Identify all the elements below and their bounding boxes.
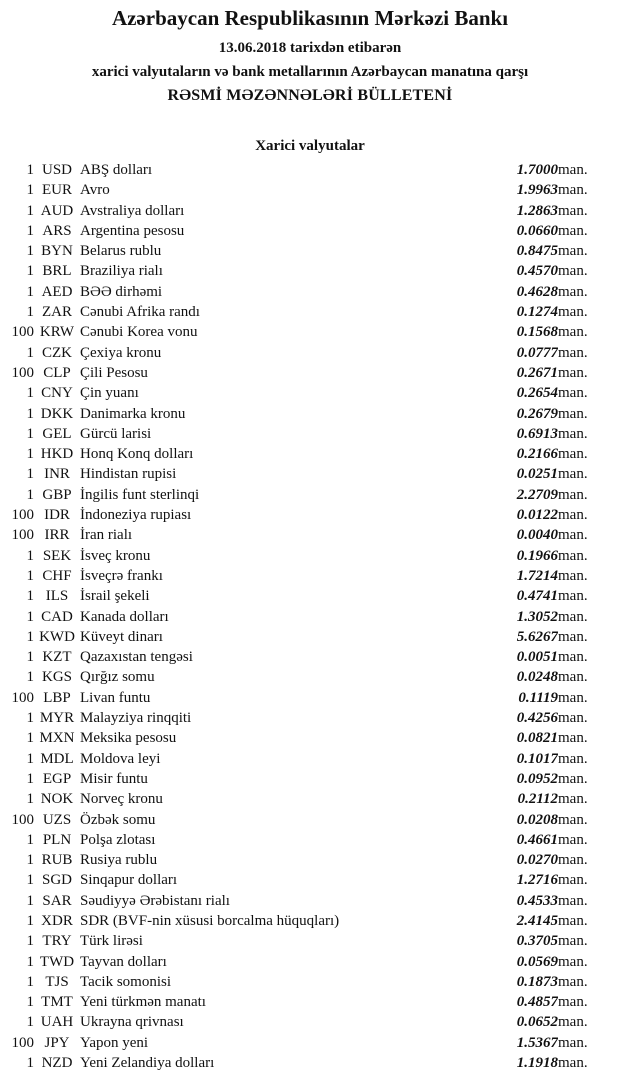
rate-value-cell: 0.3705: [516, 933, 558, 950]
table-row: [8, 972, 600, 992]
currency-name-cell: İsveçrə frankı: [80, 567, 163, 584]
exchange-rates-table-body: [8, 160, 600, 1073]
rate-value-cell: 0.4533: [516, 892, 558, 909]
quantity-cell: 1: [26, 466, 34, 483]
currency-code-cell: AED: [41, 283, 73, 300]
currency-name-cell: İran rialı: [80, 527, 133, 544]
unit-label-cell: man.: [558, 791, 588, 808]
table-row: [8, 444, 600, 464]
currency-name-cell: BƏƏ dirhəmi: [80, 283, 163, 300]
rate-value-cell: 1.3052: [516, 608, 558, 625]
unit-label-cell: man.: [558, 446, 588, 463]
quantity-cell: 1: [26, 162, 34, 178]
table-row: [8, 201, 600, 221]
table-row: [8, 363, 600, 383]
currency-code-cell: GEL: [42, 425, 72, 442]
currency-code-cell: IRR: [44, 527, 70, 544]
quantity-cell: 100: [11, 527, 34, 544]
currency-name-cell: İngilis funt sterlinqi: [80, 486, 200, 503]
table-row: [8, 525, 600, 545]
unit-label-cell: man.: [558, 466, 588, 483]
currency-code-cell: TJS: [45, 973, 69, 990]
quantity-cell: 1: [26, 669, 34, 686]
currency-name-cell: Avstraliya dolları: [80, 202, 185, 219]
rate-value-cell: 1.7000: [516, 162, 558, 178]
quantity-cell: 1: [26, 791, 34, 808]
rate-value-cell: 0.1017: [516, 750, 558, 767]
quantity-cell: 1: [26, 283, 34, 300]
table-row: [8, 160, 600, 180]
currency-code-cell: RUB: [41, 852, 73, 869]
currency-code-cell: DKK: [40, 405, 74, 422]
rate-value-cell: 2.2709: [516, 486, 558, 503]
quantity-cell: 1: [26, 628, 34, 645]
quantity-cell: 1: [26, 649, 34, 666]
rate-value-cell: 0.4741: [516, 588, 558, 605]
currency-code-cell: SEK: [42, 547, 72, 564]
quantity-cell: 1: [26, 263, 34, 280]
unit-label-cell: man.: [558, 588, 588, 605]
currency-name-cell: İsveç kronu: [80, 547, 151, 564]
table-row: [8, 1012, 600, 1032]
currency-code-cell: NZD: [41, 1055, 73, 1072]
unit-label-cell: man.: [558, 486, 588, 503]
currency-code-cell: BRL: [42, 263, 72, 280]
currency-name-cell: Yeni Zelandiya dolları: [80, 1055, 215, 1072]
currency-name-cell: Argentina pesosu: [80, 222, 185, 239]
table-row: [8, 850, 600, 870]
rate-value-cell: 0.0952: [516, 770, 558, 787]
quantity-cell: 1: [26, 831, 34, 848]
currency-code-cell: EUR: [42, 182, 72, 199]
table-row: [8, 870, 600, 890]
currency-code-cell: SAR: [42, 892, 72, 909]
currency-name-cell: Ukrayna qrivnası: [80, 1014, 184, 1031]
quantity-cell: 1: [26, 486, 34, 503]
unit-label-cell: man.: [558, 1014, 588, 1031]
currency-name-cell: Avro: [80, 182, 110, 199]
currency-code-cell: UZS: [42, 811, 72, 828]
currency-code-cell: TRY: [42, 933, 72, 950]
rate-value-cell: 0.4628: [516, 283, 558, 300]
quantity-cell: 100: [11, 811, 34, 828]
currency-code-cell: KRW: [39, 324, 75, 341]
quantity-cell: 1: [26, 912, 34, 929]
quantity-cell: 1: [26, 1055, 34, 1072]
rate-value-cell: 2.4145: [516, 912, 558, 929]
table-row: [8, 546, 600, 566]
table-row: [8, 302, 600, 322]
rate-value-cell: 0.0251: [516, 466, 558, 483]
currency-code-cell: TMT: [41, 994, 73, 1011]
table-row: [8, 688, 600, 708]
table-row: [8, 586, 600, 606]
unit-label-cell: man.: [558, 182, 588, 199]
currency-code-cell: UAH: [40, 1014, 74, 1031]
currency-name-cell: Yapon yeni: [80, 1034, 149, 1051]
table-row: [8, 1053, 600, 1073]
currency-code-cell: ARS: [42, 222, 72, 239]
table-row: [8, 464, 600, 484]
currency-name-cell: İsrail şekeli: [80, 588, 150, 605]
currency-code-cell: IDR: [44, 507, 70, 524]
table-row: [8, 891, 600, 911]
unit-label-cell: man.: [558, 527, 588, 544]
bulletin-subtitle: xarici valyutaların və bank metallarının Azərbaycan manatına qarşı: [91, 64, 529, 80]
quantity-cell: 1: [26, 710, 34, 727]
currency-name-cell: Cənubi Afrika randı: [80, 304, 200, 321]
currency-code-cell: KWD: [39, 628, 75, 645]
quantity-cell: 1: [26, 304, 34, 321]
unit-label-cell: man.: [558, 770, 588, 787]
table-row: [8, 952, 600, 972]
unit-label-cell: man.: [558, 628, 588, 645]
quantity-cell: 1: [26, 222, 34, 239]
rate-value-cell: 0.4256: [516, 710, 558, 727]
table-row: [8, 647, 600, 667]
rate-value-cell: 0.2654: [516, 385, 558, 402]
quantity-cell: 1: [26, 547, 34, 564]
rate-value-cell: 0.0270: [516, 852, 558, 869]
table-row: [8, 180, 600, 200]
unit-label-cell: man.: [558, 425, 588, 442]
currency-name-cell: Tacik somonisi: [80, 973, 172, 990]
currency-code-cell: GBP: [42, 486, 72, 503]
currency-code-cell: NOK: [40, 791, 74, 808]
quantity-cell: 100: [11, 1034, 34, 1051]
table-row: [8, 322, 600, 342]
rate-value-cell: 0.0821: [516, 730, 558, 747]
currency-name-cell: Braziliya rialı: [80, 263, 163, 280]
currency-code-cell: JPY: [44, 1034, 70, 1051]
rate-value-cell: 0.1274: [516, 304, 558, 321]
table-row: [8, 505, 600, 525]
currency-code-cell: SGD: [41, 872, 72, 889]
rate-value-cell: 0.1873: [516, 973, 558, 990]
rate-value-cell: 0.4857: [516, 994, 558, 1011]
currency-name-cell: ABŞ dolları: [80, 162, 153, 178]
quantity-cell: 1: [26, 770, 34, 787]
table-row: [8, 627, 600, 647]
currency-code-cell: TWD: [39, 953, 75, 970]
quantity-cell: 1: [26, 750, 34, 767]
currency-code-cell: USD: [41, 162, 72, 178]
currency-code-cell: CAD: [41, 608, 73, 625]
rate-value-cell: 1.1918: [516, 1055, 558, 1072]
unit-label-cell: man.: [558, 263, 588, 280]
table-row: [8, 241, 600, 261]
table-row: [8, 221, 600, 241]
unit-label-cell: man.: [558, 689, 588, 706]
bulletin-title: RƏSMİ MƏZƏNNƏLƏRİ BÜLLETENİ: [167, 87, 453, 104]
quantity-cell: 1: [26, 182, 34, 199]
rate-value-cell: 0.2166: [516, 446, 558, 463]
currency-name-cell: Danimarka kronu: [80, 405, 186, 422]
currency-name-cell: SDR (BVF-nin xüsusi borcalma hüquqları): [80, 912, 340, 929]
currency-name-cell: Polşa zlotası: [80, 831, 156, 848]
rate-value-cell: 5.6267: [516, 628, 558, 645]
quantity-cell: 100: [11, 324, 34, 341]
unit-label-cell: man.: [558, 364, 588, 381]
unit-label-cell: man.: [558, 973, 588, 990]
quantity-cell: 1: [26, 933, 34, 950]
unit-label-cell: man.: [558, 324, 588, 341]
unit-label-cell: man.: [558, 750, 588, 767]
rate-value-cell: 1.7214: [516, 567, 558, 584]
rate-value-cell: 0.0040: [516, 527, 558, 544]
currency-code-cell: BYN: [41, 243, 73, 260]
quantity-cell: 1: [26, 852, 34, 869]
table-row: [8, 769, 600, 789]
unit-label-cell: man.: [558, 405, 588, 422]
unit-label-cell: man.: [558, 547, 588, 564]
rate-value-cell: 0.4570: [516, 263, 558, 280]
currency-name-cell: Meksika pesosu: [80, 730, 177, 747]
table-row: [8, 749, 600, 769]
currency-name-cell: Səudiyyə Ərəbistanı rialı: [80, 892, 230, 909]
unit-label-cell: man.: [558, 933, 588, 950]
quantity-cell: 100: [11, 689, 34, 706]
table-row: [8, 992, 600, 1012]
rate-value-cell: 0.2679: [516, 405, 558, 422]
exchange-rates-table: [8, 160, 600, 1073]
currency-name-cell: Qazaxıstan tengəsi: [80, 649, 193, 666]
rate-value-cell: 0.0777: [516, 344, 558, 361]
currency-name-cell: Küveyt dinarı: [80, 628, 163, 645]
currency-code-cell: KZT: [42, 649, 72, 666]
unit-label-cell: man.: [558, 304, 588, 321]
currency-code-cell: KGS: [41, 669, 72, 686]
currency-code-cell: CLP: [43, 364, 71, 381]
table-row: [8, 343, 600, 363]
rate-value-cell: 0.8475: [516, 243, 558, 260]
rate-value-cell: 0.0248: [516, 669, 558, 686]
table-row: [8, 282, 600, 302]
unit-label-cell: man.: [558, 852, 588, 869]
quantity-cell: 1: [26, 1014, 34, 1031]
quantity-cell: 1: [26, 953, 34, 970]
table-row: [8, 404, 600, 424]
currency-code-cell: ZAR: [42, 304, 72, 321]
unit-label-cell: man.: [558, 567, 588, 584]
rate-value-cell: 0.0122: [516, 507, 558, 524]
unit-label-cell: man.: [558, 730, 588, 747]
unit-label-cell: man.: [558, 912, 588, 929]
currency-name-cell: Çili Pesosu: [80, 364, 148, 381]
rate-value-cell: 0.0569: [516, 953, 558, 970]
unit-label-cell: man.: [558, 669, 588, 686]
currency-code-cell: HKD: [40, 446, 74, 463]
rate-value-cell: 0.0051: [516, 649, 558, 666]
currency-name-cell: Yeni türkmən manatı: [80, 994, 206, 1011]
currency-code-cell: CZK: [42, 344, 72, 361]
unit-label-cell: man.: [558, 507, 588, 524]
unit-label-cell: man.: [558, 892, 588, 909]
currency-code-cell: MYR: [39, 710, 75, 727]
currency-name-cell: Moldova leyi: [80, 750, 161, 767]
rate-value-cell: 0.0208: [516, 811, 558, 828]
quantity-cell: 1: [26, 344, 34, 361]
currency-code-cell: LBP: [43, 689, 71, 706]
table-row: [8, 485, 600, 505]
quantity-cell: 100: [11, 364, 34, 381]
unit-label-cell: man.: [558, 649, 588, 666]
unit-label-cell: man.: [558, 222, 588, 239]
currency-name-cell: Sinqapur dolları: [80, 872, 178, 889]
table-row: [8, 830, 600, 850]
quantity-cell: 1: [26, 608, 34, 625]
currency-code-cell: AUD: [40, 202, 74, 219]
unit-label-cell: man.: [558, 344, 588, 361]
currency-name-cell: Hindistan rupisi: [80, 466, 177, 483]
currency-name-cell: Özbək somu: [80, 811, 156, 828]
unit-label-cell: man.: [558, 831, 588, 848]
currency-name-cell: Honq Konq dolları: [80, 446, 194, 463]
bulletin-header: [0, 6, 620, 106]
rate-value-cell: 1.2716: [516, 872, 558, 889]
unit-label-cell: man.: [558, 994, 588, 1011]
currency-name-cell: Norveç kronu: [80, 791, 163, 808]
unit-label-cell: man.: [558, 1034, 588, 1051]
table-row: [8, 728, 600, 748]
unit-label-cell: man.: [558, 872, 588, 889]
table-row: [8, 911, 600, 931]
quantity-cell: 1: [26, 994, 34, 1011]
unit-label-cell: man.: [558, 243, 588, 260]
quantity-cell: 1: [26, 446, 34, 463]
currency-code-cell: CNY: [41, 385, 73, 402]
currency-name-cell: Türk lirəsi: [80, 933, 143, 950]
rate-value-cell: 0.0652: [516, 1014, 558, 1031]
currency-name-cell: Malayziya rinqqiti: [80, 710, 192, 727]
quantity-cell: 1: [26, 202, 34, 219]
unit-label-cell: man.: [558, 283, 588, 300]
quantity-cell: 1: [26, 243, 34, 260]
table-row: [8, 261, 600, 281]
currency-name-cell: Livan funtu: [80, 689, 151, 706]
quantity-cell: 1: [26, 567, 34, 584]
quantity-cell: 1: [26, 588, 34, 605]
rate-value-cell: 0.4661: [516, 831, 558, 848]
currency-code-cell: ILS: [45, 588, 69, 605]
quantity-cell: 1: [26, 892, 34, 909]
currency-code-cell: MDL: [40, 750, 74, 767]
currency-name-cell: Çin yuanı: [80, 385, 139, 402]
currency-name-cell: Tayvan dolları: [80, 953, 167, 970]
rate-value-cell: 0.2112: [517, 791, 558, 808]
unit-label-cell: man.: [558, 811, 588, 828]
table-row: [8, 789, 600, 809]
effective-date-line: 13.06.2018 tarixdən etibarən: [218, 40, 402, 56]
table-row: [8, 424, 600, 444]
quantity-cell: 1: [26, 872, 34, 889]
currency-code-cell: INR: [44, 466, 70, 483]
table-row: [8, 667, 600, 687]
quantity-cell: 100: [11, 507, 34, 524]
currency-name-cell: İndoneziya rupiası: [80, 507, 192, 524]
table-row: [8, 810, 600, 830]
currency-code-cell: MXN: [39, 730, 75, 747]
currency-code-cell: XDR: [41, 912, 73, 929]
currency-code-cell: EGP: [42, 770, 72, 787]
unit-label-cell: man.: [558, 710, 588, 727]
currency-name-cell: Cənubi Korea vonu: [80, 324, 198, 341]
rate-value-cell: 0.1966: [516, 547, 558, 564]
unit-label-cell: man.: [558, 162, 588, 178]
rate-value-cell: 1.9963: [516, 182, 558, 199]
quantity-cell: 1: [26, 730, 34, 747]
currency-code-cell: PLN: [42, 831, 72, 848]
table-row: [8, 1033, 600, 1053]
table-row: [8, 566, 600, 586]
unit-label-cell: man.: [558, 385, 588, 402]
unit-label-cell: man.: [558, 953, 588, 970]
unit-label-cell: man.: [558, 202, 588, 219]
table-row: [8, 383, 600, 403]
rate-value-cell: 0.1568: [516, 324, 558, 341]
currency-code-cell: CHF: [42, 567, 72, 584]
section-title-foreign-currencies: Xarici valyutalar: [255, 138, 365, 154]
rate-value-cell: 1.5367: [516, 1034, 558, 1051]
currency-name-cell: Belarus rublu: [80, 243, 162, 260]
currency-name-cell: Çexiya kronu: [80, 344, 162, 361]
table-row: [8, 931, 600, 951]
page-title: Azərbaycan Respublikasının Mərkəzi Bankı: [111, 6, 509, 30]
currency-name-cell: Rusiya rublu: [80, 852, 158, 869]
table-row: [8, 708, 600, 728]
quantity-cell: 1: [26, 405, 34, 422]
unit-label-cell: man.: [558, 1055, 588, 1072]
currency-name-cell: Misir funtu: [80, 770, 148, 787]
currency-name-cell: Qırğız somu: [80, 669, 155, 686]
rate-value-cell: 0.0660: [516, 222, 558, 239]
rate-value-cell: 1.2863: [516, 202, 558, 219]
currency-name-cell: Gürcü larisi: [80, 425, 152, 442]
rate-value-cell: 0.6913: [516, 425, 558, 442]
table-row: [8, 607, 600, 627]
currency-name-cell: Kanada dolları: [80, 608, 169, 625]
quantity-cell: 1: [26, 425, 34, 442]
rate-value-cell: 0.2671: [516, 364, 558, 381]
rate-value-cell: 0.1119: [518, 689, 558, 706]
quantity-cell: 1: [26, 385, 34, 402]
quantity-cell: 1: [26, 973, 34, 990]
unit-label-cell: man.: [558, 608, 588, 625]
